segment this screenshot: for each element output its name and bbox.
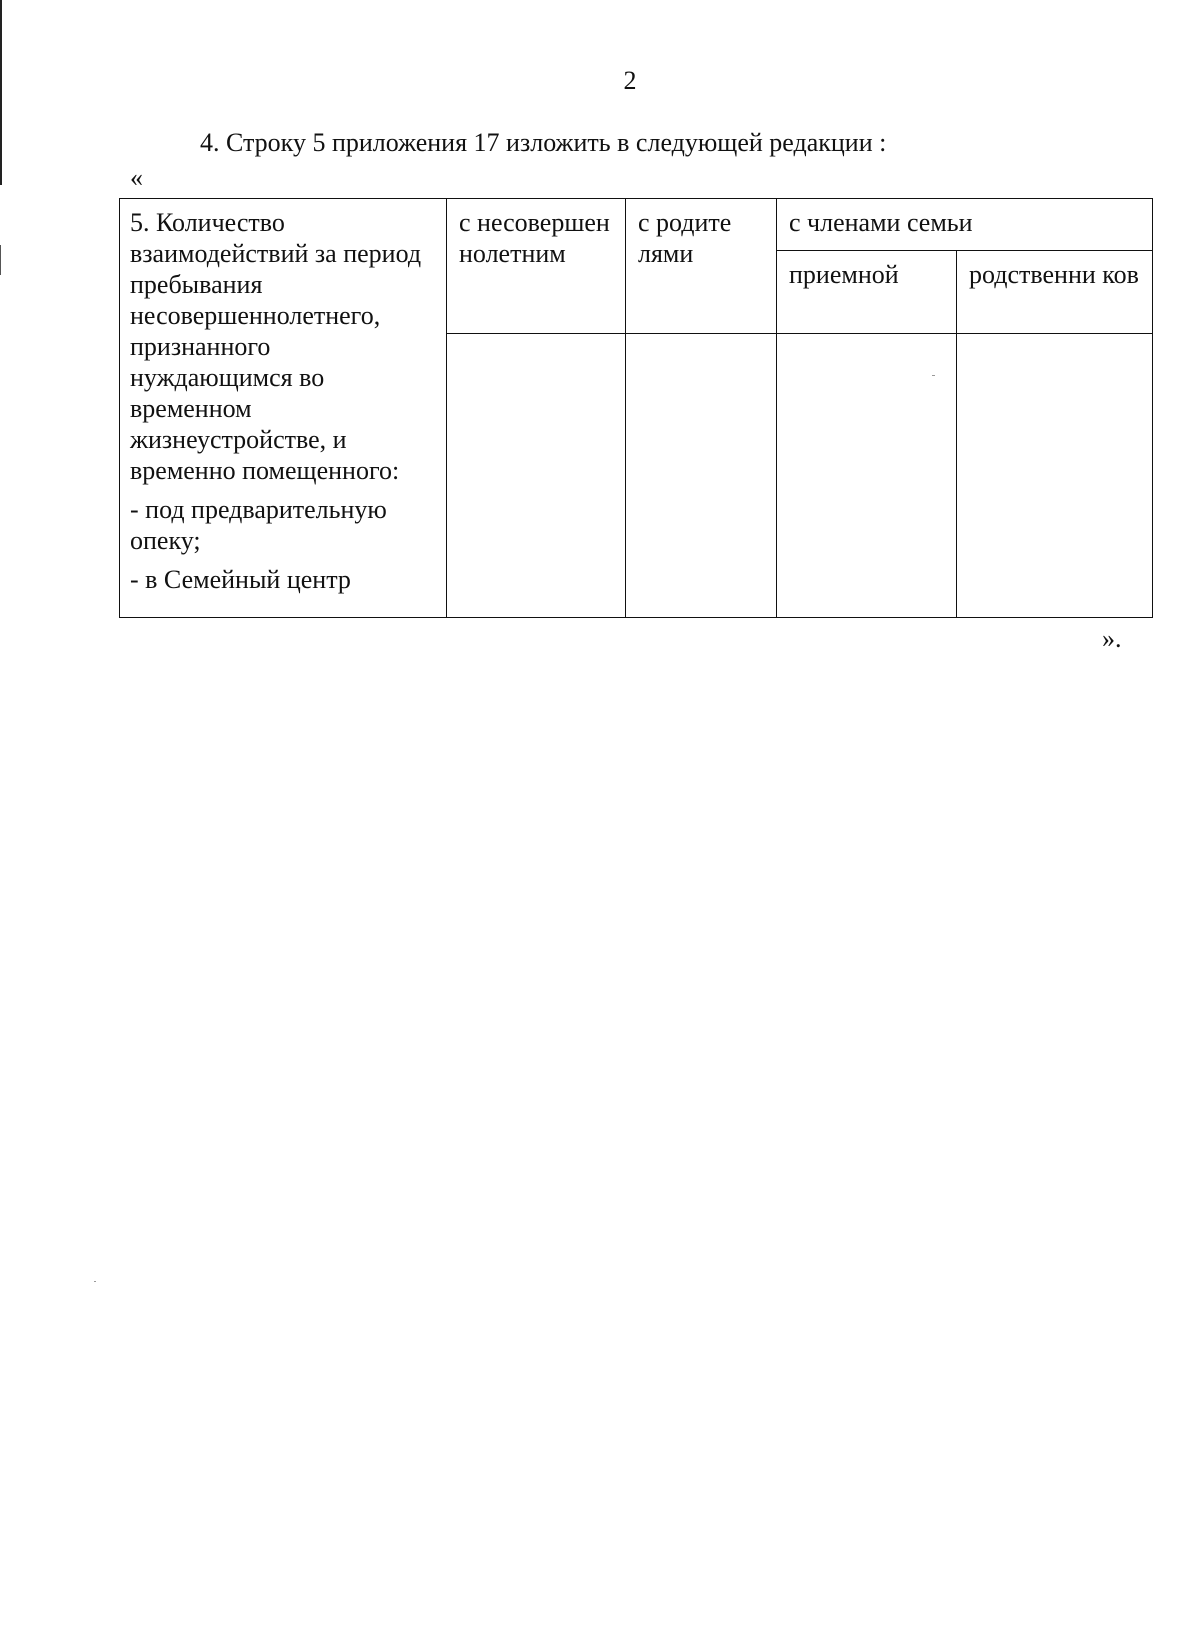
row-label-line: временно помещенного: [130, 456, 400, 485]
row-label-cell [120, 199, 447, 618]
closing-quote: ». [1102, 624, 1122, 653]
value-cell-foster [777, 333, 957, 617]
row-label-line: нуждающимся во [130, 363, 325, 392]
row-label-line: взаимодействий за период [130, 239, 422, 268]
amendment-table [119, 198, 1153, 618]
scan-speck [94, 1281, 96, 1282]
scan-border-mark [0, 245, 1, 275]
row-label-line: жизнеустройстве, и [130, 425, 347, 454]
row-label-item: - в Семейный центр [130, 565, 351, 594]
column-header-family: с членами семьи [777, 199, 1153, 251]
column-header-foster: приемной [777, 250, 957, 333]
row-label-line: 5. Количество [130, 208, 285, 237]
page-number: 2 [623, 66, 637, 95]
table-header-row [120, 199, 1153, 251]
value-cell-minor [447, 333, 626, 617]
row-label-item: - под предварительную опеку; [130, 495, 387, 555]
row-label-line: признанного [130, 332, 271, 361]
row-label-line: временном [130, 394, 252, 423]
value-cell-parents [626, 333, 777, 617]
amendment-instruction: 4. Строку 5 приложения 17 изложить в следующей редакции : [200, 128, 887, 157]
column-header-parents: с родите лями [626, 199, 777, 334]
column-header-minor: с несовершен нолетним [447, 199, 626, 334]
scan-speck [932, 375, 935, 376]
column-header-relatives: родственни ков [957, 250, 1153, 333]
opening-quote: « [130, 163, 143, 192]
row-label-line: пребывания [130, 270, 263, 299]
value-cell-relatives [957, 333, 1153, 617]
row-label-line: несовершеннолетнего, [130, 301, 381, 330]
